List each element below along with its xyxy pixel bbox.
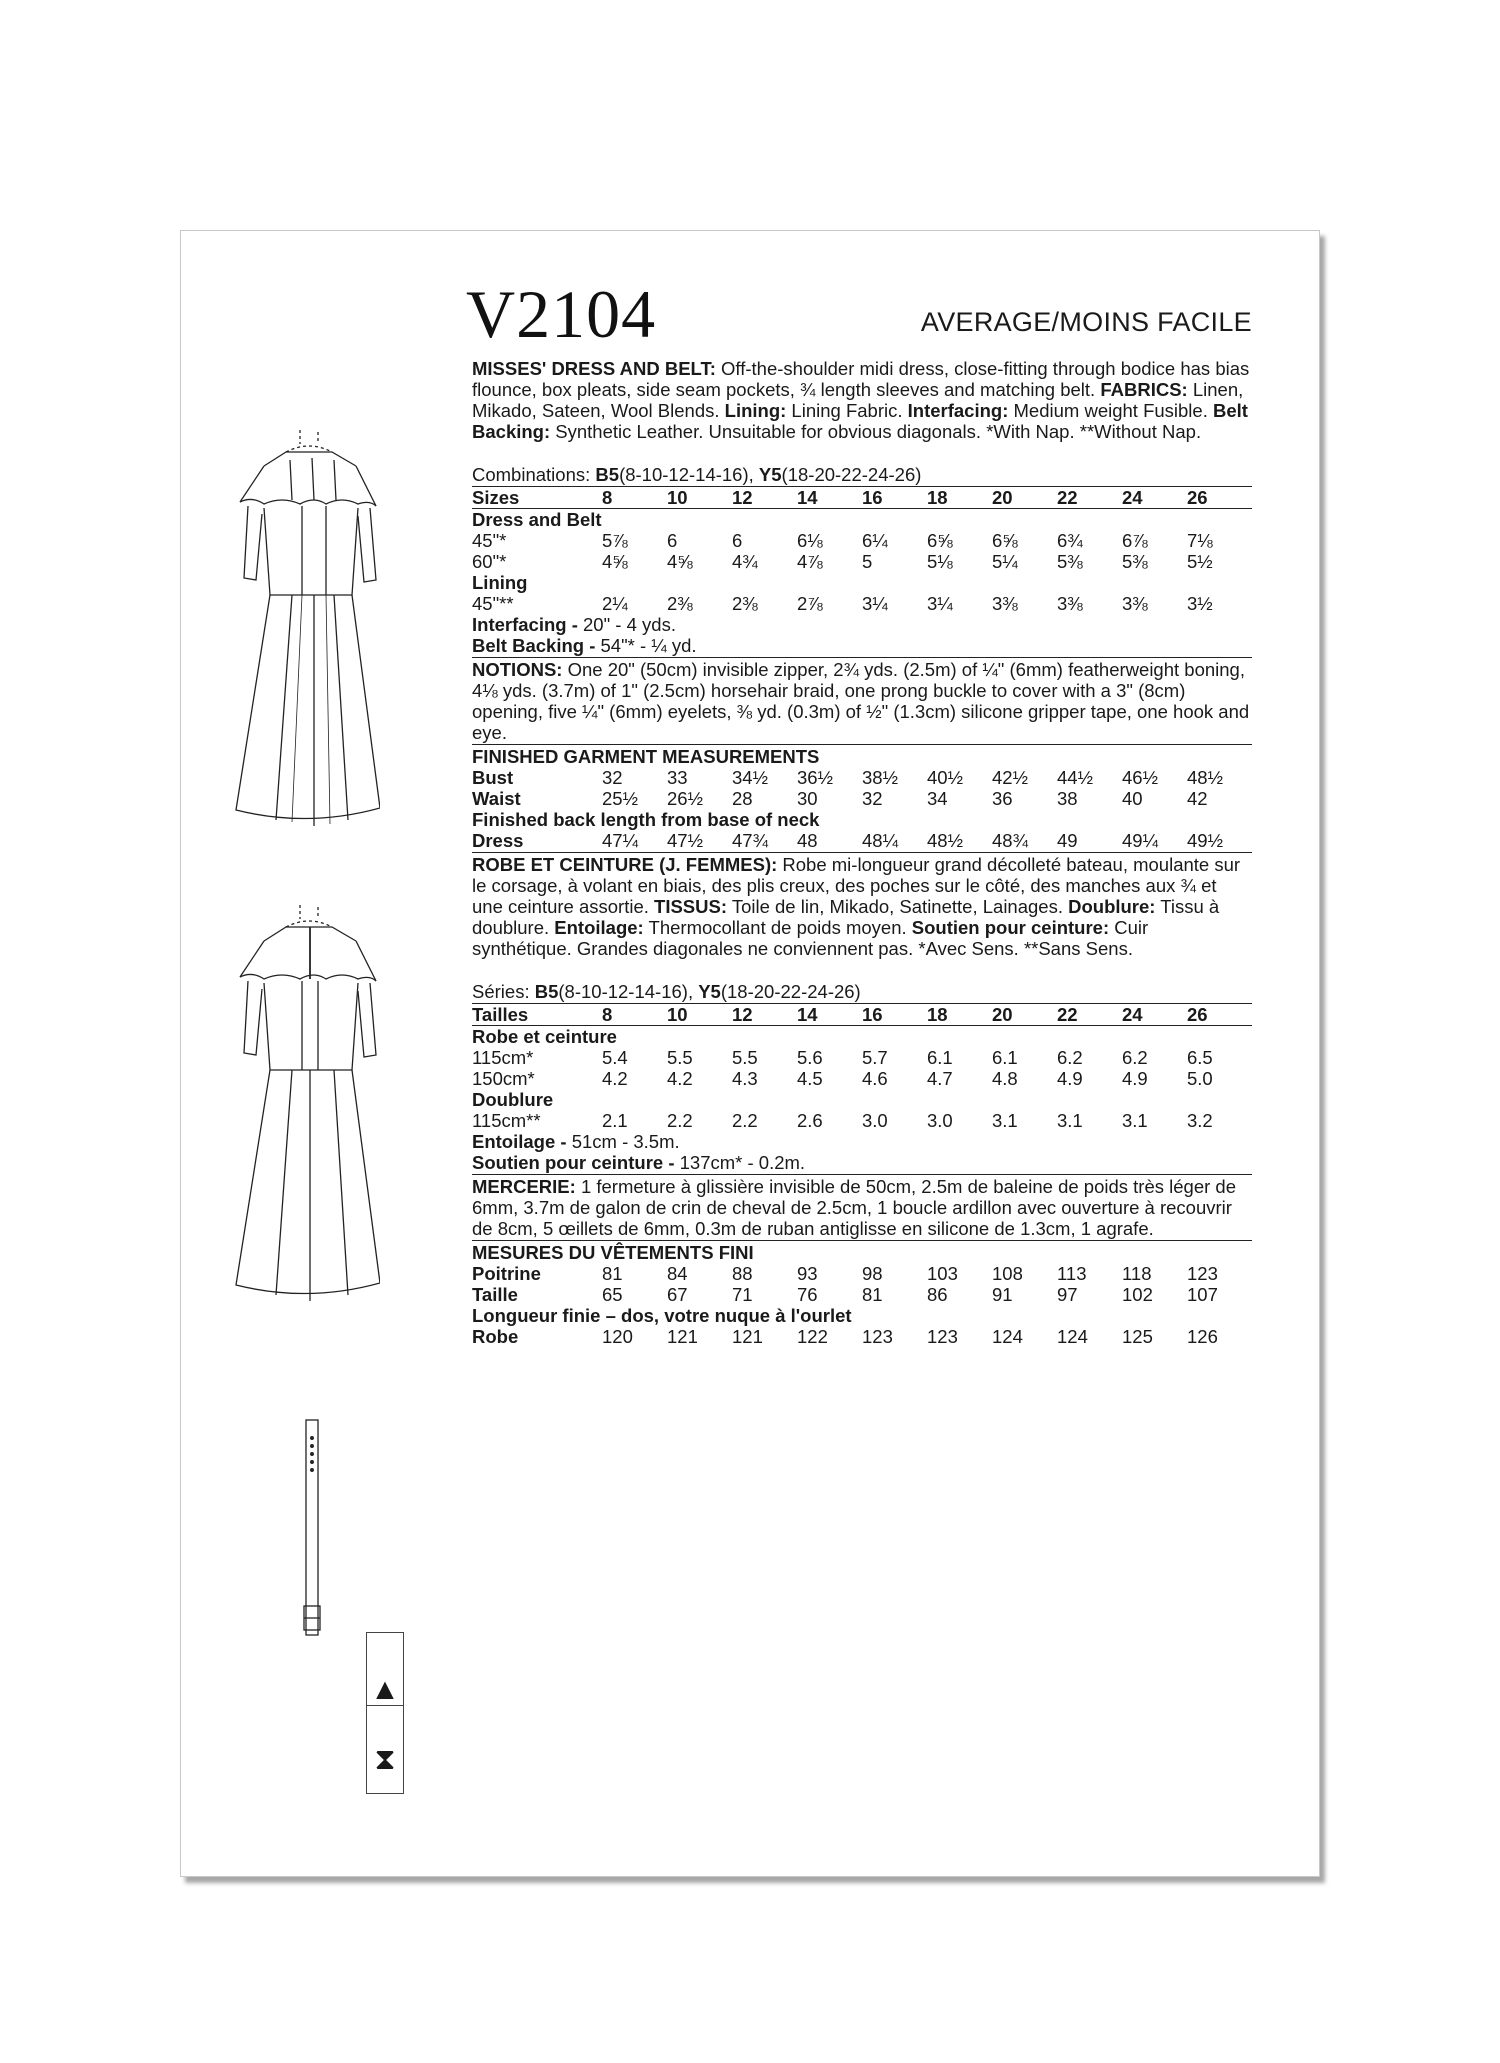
row-label: 60"* — [472, 551, 507, 572]
french-description — [472, 852, 1252, 959]
table-cell: 3½ — [1187, 593, 1213, 614]
back-length-rows — [472, 830, 1252, 851]
tailles-header-row: Tailles 8 10 12 14 16 18 20 22 24 26 — [472, 1004, 1252, 1026]
dress-front-illustration — [236, 430, 380, 826]
table-row — [472, 593, 1252, 614]
robe-ceinture-title: Robe et ceinture — [472, 1026, 617, 1047]
finished-measurements-title: FINISHED GARMENT MEASUREMENTS — [472, 744, 1252, 767]
size-header-cell: 24 — [1122, 1004, 1143, 1025]
table-cell: 3.0 — [927, 1110, 953, 1131]
table-cell: 2.6 — [797, 1110, 823, 1131]
size-header-cell: 22 — [1057, 1004, 1078, 1025]
table-cell: 3¼ — [927, 593, 953, 614]
difficulty-level: AVERAGE/MOINS FACILE — [920, 307, 1252, 337]
table-cell: 5.6 — [797, 1047, 823, 1068]
table-cell: 93 — [797, 1263, 818, 1284]
table-cell: 3.1 — [1122, 1110, 1148, 1131]
doublure-metrage-rows — [472, 1110, 1252, 1131]
size-header-cell: 20 — [992, 1004, 1013, 1025]
table-cell: 32 — [862, 788, 883, 809]
table-cell: 121 — [732, 1326, 763, 1347]
description-run: Interfacing: — [907, 400, 1009, 421]
table-cell: 46½ — [1122, 767, 1159, 788]
table-cell: 3.1 — [1057, 1110, 1083, 1131]
table-cell: 120 — [602, 1326, 633, 1347]
row-label: Bust — [472, 767, 514, 788]
size-header-cell: 18 — [927, 1004, 948, 1025]
table-cell: 121 — [667, 1326, 698, 1347]
garment-illustrations — [230, 430, 380, 1640]
table-cell: 6 — [667, 530, 678, 551]
table-cell: 6⅛ — [797, 530, 823, 551]
size-header-cell: 26 — [1187, 487, 1208, 508]
table-cell: 107 — [1187, 1284, 1218, 1305]
table-cell: 48½ — [927, 830, 964, 851]
row-label: 150cm* — [472, 1068, 535, 1089]
pattern-number: V2104 — [466, 276, 657, 352]
table-cell: 113 — [1057, 1263, 1087, 1284]
table-cell: 49½ — [1187, 830, 1224, 851]
table-cell: 5.5 — [667, 1047, 693, 1068]
size-header-cell: 16 — [862, 1004, 883, 1025]
table-row — [472, 1263, 1252, 1284]
size-header-cell: 14 — [797, 1004, 818, 1025]
table-cell: 102 — [1122, 1284, 1153, 1305]
table-cell: 6.1 — [927, 1047, 953, 1068]
table-cell: 125 — [1122, 1326, 1153, 1347]
size-header-cell: 18 — [927, 487, 948, 508]
table-cell: 4.2 — [602, 1068, 628, 1089]
table-cell: 126 — [1187, 1326, 1218, 1347]
description-run: Lining Fabric. — [786, 400, 908, 421]
table-cell: 40 — [1122, 788, 1143, 809]
table-cell: 36 — [992, 788, 1013, 809]
table-cell: 84 — [667, 1263, 688, 1284]
table-cell: 6 — [732, 530, 743, 551]
description-run: Off-the-shoulder midi dress, close-fitting through bodice has bias flounce, box pleats, side seam pockets, ¾ length sleeves and matching belt. — [472, 358, 1250, 400]
table-cell: 123 — [927, 1326, 958, 1347]
row-label: Dress — [472, 830, 524, 851]
table-cell: 34½ — [732, 767, 769, 788]
table-cell: 6⅝ — [927, 530, 953, 551]
mesures-rows — [472, 1263, 1252, 1305]
table-cell: 48¾ — [992, 830, 1029, 851]
hourglass-symbol-icon: ⧗ — [374, 1743, 396, 1776]
table-cell: 6¾ — [1057, 530, 1083, 551]
table-cell: 4⅝ — [602, 551, 628, 572]
lining-title: Lining — [472, 572, 528, 593]
size-header-cell: 8 — [602, 1004, 613, 1025]
table-cell: 3.0 — [862, 1110, 888, 1131]
description-run: Entoilage: — [554, 917, 644, 938]
description-run: Soutien pour ceinture: — [911, 917, 1110, 938]
description-run: Toile de lin, Mikado, Satinette, Lainages. — [727, 896, 1069, 917]
table-cell: 4.9 — [1057, 1068, 1083, 1089]
description-run: Synthetic Leather. Unsuitable for obvious diagonals. *With Nap. **Without Nap. — [550, 421, 1202, 442]
table-cell: 86 — [927, 1284, 948, 1305]
table-cell: 3.2 — [1187, 1110, 1213, 1131]
table-row — [472, 1110, 1252, 1131]
combinations-line: Combinations: B5(8-10-12-14-16), Y5(18-20-22-24-26) — [472, 464, 1252, 487]
longueur-finie-title: Longueur finie – dos, votre nuque à l'ourlet — [472, 1305, 852, 1326]
description-run: ROBE ET CEINTURE (J. FEMMES): — [472, 854, 778, 875]
series-line: Séries: B5(8-10-12-14-16), Y5(18-20-22-24-26) — [472, 981, 1252, 1004]
row-label: Robe — [472, 1326, 519, 1347]
size-header-cell: 16 — [862, 487, 883, 508]
sizes-header-row: Sizes 8 10 12 14 16 18 20 22 24 26 — [472, 487, 1252, 509]
table-cell: 6.2 — [1057, 1047, 1083, 1068]
table-cell: 5⅜ — [1057, 551, 1083, 572]
triangle-symbol-icon: ▲ — [370, 1673, 400, 1706]
table-cell: 5.7 — [862, 1047, 888, 1068]
table-cell: 36½ — [797, 767, 834, 788]
mesures-title: MESURES DU VÊTEMENTS FINI — [472, 1240, 1252, 1263]
table-cell: 91 — [992, 1284, 1013, 1305]
table-row — [472, 767, 1252, 788]
table-row — [472, 1326, 1252, 1347]
dress-yardage-rows — [472, 530, 1252, 572]
description-run: Cuir synthétique. Grandes diagonales ne conviennent pas. *Avec Sens. **Sans Sens. — [472, 917, 1149, 959]
table-cell: 5½ — [1187, 551, 1213, 572]
dress-belt-title: Dress and Belt — [472, 509, 602, 530]
table-cell: 5⅜ — [1122, 551, 1148, 572]
belt-illustration — [304, 1420, 320, 1635]
table-cell: 47¼ — [602, 830, 639, 851]
pattern-info — [466, 270, 1252, 1347]
size-header-cell: 14 — [797, 487, 818, 508]
table-cell: 4.6 — [862, 1068, 888, 1089]
table-cell: 6.5 — [1187, 1047, 1213, 1068]
table-cell: 26½ — [667, 788, 704, 809]
table-cell: 3.1 — [992, 1110, 1018, 1131]
lining-yardage-rows — [472, 593, 1252, 614]
row-label: Taille — [472, 1284, 518, 1305]
table-cell: 4.8 — [992, 1068, 1018, 1089]
robe-metrage-rows — [472, 1047, 1252, 1089]
table-cell: 81 — [862, 1284, 883, 1305]
description-run: MISSES' DRESS AND BELT: — [472, 358, 716, 379]
soutien-ceinture-line: Soutien pour ceinture - 137cm* - 0.2m. — [472, 1152, 806, 1173]
table-cell: 42 — [1187, 788, 1208, 809]
description-run: TISSUS: — [654, 896, 728, 917]
table-cell: 4⅝ — [667, 551, 693, 572]
table-row — [472, 530, 1252, 551]
table-cell: 6.1 — [992, 1047, 1018, 1068]
table-cell: 123 — [862, 1326, 893, 1347]
table-cell: 4⅞ — [797, 551, 823, 572]
back-length-title: Finished back length from base of neck — [472, 809, 820, 830]
table-cell: 5.4 — [602, 1047, 628, 1068]
table-cell: 6¼ — [862, 530, 888, 551]
table-cell: 5⅞ — [602, 530, 628, 551]
table-cell: 44½ — [1057, 767, 1094, 788]
table-cell: 25½ — [602, 788, 639, 809]
table-cell: 49¼ — [1122, 830, 1159, 851]
table-row — [472, 788, 1252, 809]
size-header-cell: 10 — [667, 1004, 688, 1025]
table-cell: 5.5 — [732, 1047, 758, 1068]
table-cell: 4.5 — [797, 1068, 823, 1089]
table-cell: 30 — [797, 788, 818, 809]
table-cell: 122 — [797, 1326, 828, 1347]
mercerie: MERCERIE: 1 fermeture à glissière invisible de 50cm, 2.5m de baleine de poids très léger de 6mm, 3.7m de galon de crin de cheval de 2.5cm, 1 boucle ardillon avec ouverture à recouvrir de 8cm, 5 œillets de 6mm, 0.3m de ruban antiglisse en silicone de 1.3cm, 1 agrafe. — [472, 1174, 1252, 1239]
table-cell: 32 — [602, 767, 623, 788]
row-label: 45"* — [472, 530, 507, 551]
table-cell: 88 — [732, 1263, 753, 1284]
english-description — [472, 358, 1252, 442]
table-cell: 48 — [797, 830, 818, 851]
table-row — [472, 830, 1252, 851]
size-header-cell: 20 — [992, 487, 1013, 508]
table-cell: 5⅛ — [927, 551, 953, 572]
table-cell: 103 — [927, 1263, 958, 1284]
description-run: Tissu à doublure. — [472, 896, 1220, 938]
notions: NOTIONS: One 20" (50cm) invisible zipper, 2¾ yds. (2.5m) of ¼" (6mm) featherweight boning, 4⅛ yds. (3.7m) of 1" (2.5cm) horsehair braid, one prong buckle to cover with a 3" (8cm) opening, five ¼" (6mm) eyelets, ⅜ yd. (0.3m) of ½" (1.3cm) silicone gripper tape, one hook and eye. — [472, 657, 1252, 743]
table-cell: 2.2 — [732, 1110, 758, 1131]
table-cell: 2.1 — [602, 1110, 628, 1131]
table-cell: 2⅜ — [667, 593, 693, 614]
table-cell: 38 — [1057, 788, 1078, 809]
table-cell: 4.9 — [1122, 1068, 1148, 1089]
table-cell: 81 — [602, 1263, 623, 1284]
table-cell: 5.0 — [1187, 1068, 1213, 1089]
table-cell: 3¼ — [862, 593, 888, 614]
table-cell: 3⅜ — [1122, 593, 1148, 614]
table-cell: 76 — [797, 1284, 818, 1305]
table-cell: 4¾ — [732, 551, 758, 572]
size-header-cell: 12 — [732, 487, 753, 508]
table-cell: 34 — [927, 788, 948, 809]
table-cell: 47¾ — [732, 830, 769, 851]
table-cell: 4.2 — [667, 1068, 693, 1089]
dress-back-illustration — [236, 905, 380, 1301]
description-run: FABRICS: — [1100, 379, 1188, 400]
table-cell: 98 — [862, 1263, 883, 1284]
row-label: Poitrine — [472, 1263, 541, 1284]
table-cell: 108 — [992, 1263, 1023, 1284]
table-cell: 65 — [602, 1284, 623, 1305]
description-run: Belt Backing: — [472, 400, 1248, 442]
table-cell: 3⅜ — [1057, 593, 1083, 614]
table-cell: 6.2 — [1122, 1047, 1148, 1068]
description-run: Doublure: — [1068, 896, 1156, 917]
table-cell: 48¼ — [862, 830, 899, 851]
table-cell: 4.7 — [927, 1068, 953, 1089]
doublure-title: Doublure — [472, 1089, 554, 1110]
table-cell: 3⅜ — [992, 593, 1018, 614]
table-cell: 2.2 — [667, 1110, 693, 1131]
table-cell: 118 — [1122, 1263, 1152, 1284]
table-cell: 42½ — [992, 767, 1029, 788]
table-cell: 49 — [1057, 830, 1078, 851]
row-label: 115cm* — [472, 1047, 534, 1068]
table-cell: 2⅜ — [732, 593, 758, 614]
table-cell: 2¼ — [602, 593, 628, 614]
description-run: Medium weight Fusible. — [1008, 400, 1213, 421]
size-header-cell: 8 — [602, 487, 613, 508]
table-cell: 5¼ — [992, 551, 1018, 572]
table-cell: 28 — [732, 788, 753, 809]
table-cell: 7⅛ — [1187, 530, 1213, 551]
belt-backing-line: Belt Backing - 54"* - ¼ yd. — [472, 635, 697, 656]
table-cell: 47½ — [667, 830, 704, 851]
table-row — [472, 1047, 1252, 1068]
row-label: 45"** — [472, 593, 514, 614]
table-cell: 48½ — [1187, 767, 1224, 788]
description-run: Linen, Mikado, Sateen, Wool Blends. — [472, 379, 1244, 421]
description-run: Thermocollant de poids moyen. — [643, 917, 912, 938]
table-cell: 6⅞ — [1122, 530, 1148, 551]
symbol-key-box — [366, 1632, 404, 1794]
table-cell: 124 — [992, 1326, 1023, 1347]
entoilage-line: Entoilage - 51cm - 3.5m. — [472, 1131, 680, 1152]
table-row — [472, 1284, 1252, 1305]
table-cell: 123 — [1187, 1263, 1218, 1284]
table-cell: 5 — [862, 551, 873, 572]
row-label: Waist — [472, 788, 521, 809]
table-cell: 71 — [732, 1284, 753, 1305]
table-cell: 2⅞ — [797, 593, 823, 614]
description-run: Robe mi-longueur grand décolleté bateau, moulante sur le corsage, à volant en biais, des plis creux, des poches sur le côté, des manches aux ¾ et une ceinture assortie. — [472, 854, 1241, 917]
table-cell: 4.3 — [732, 1068, 758, 1089]
table-cell: 67 — [667, 1284, 688, 1305]
header — [466, 270, 1252, 358]
interfacing-line: Interfacing - 20" - 4 yds. — [472, 614, 676, 635]
table-cell: 40½ — [927, 767, 964, 788]
table-cell: 6⅝ — [992, 530, 1018, 551]
description-run: Lining: — [724, 400, 787, 421]
size-header-cell: 26 — [1187, 1004, 1208, 1025]
size-header-cell: 24 — [1122, 487, 1143, 508]
size-header-cell: 10 — [667, 487, 688, 508]
measurement-rows — [472, 767, 1252, 809]
table-cell: 124 — [1057, 1326, 1088, 1347]
longueur-rows — [472, 1326, 1252, 1347]
table-row — [472, 1068, 1252, 1089]
table-row — [472, 551, 1252, 572]
size-header-cell: 22 — [1057, 487, 1078, 508]
table-cell: 97 — [1057, 1284, 1078, 1305]
table-cell: 33 — [667, 767, 688, 788]
table-cell: 38½ — [862, 767, 899, 788]
row-label: 115cm** — [472, 1110, 541, 1131]
size-header-cell: 12 — [732, 1004, 753, 1025]
